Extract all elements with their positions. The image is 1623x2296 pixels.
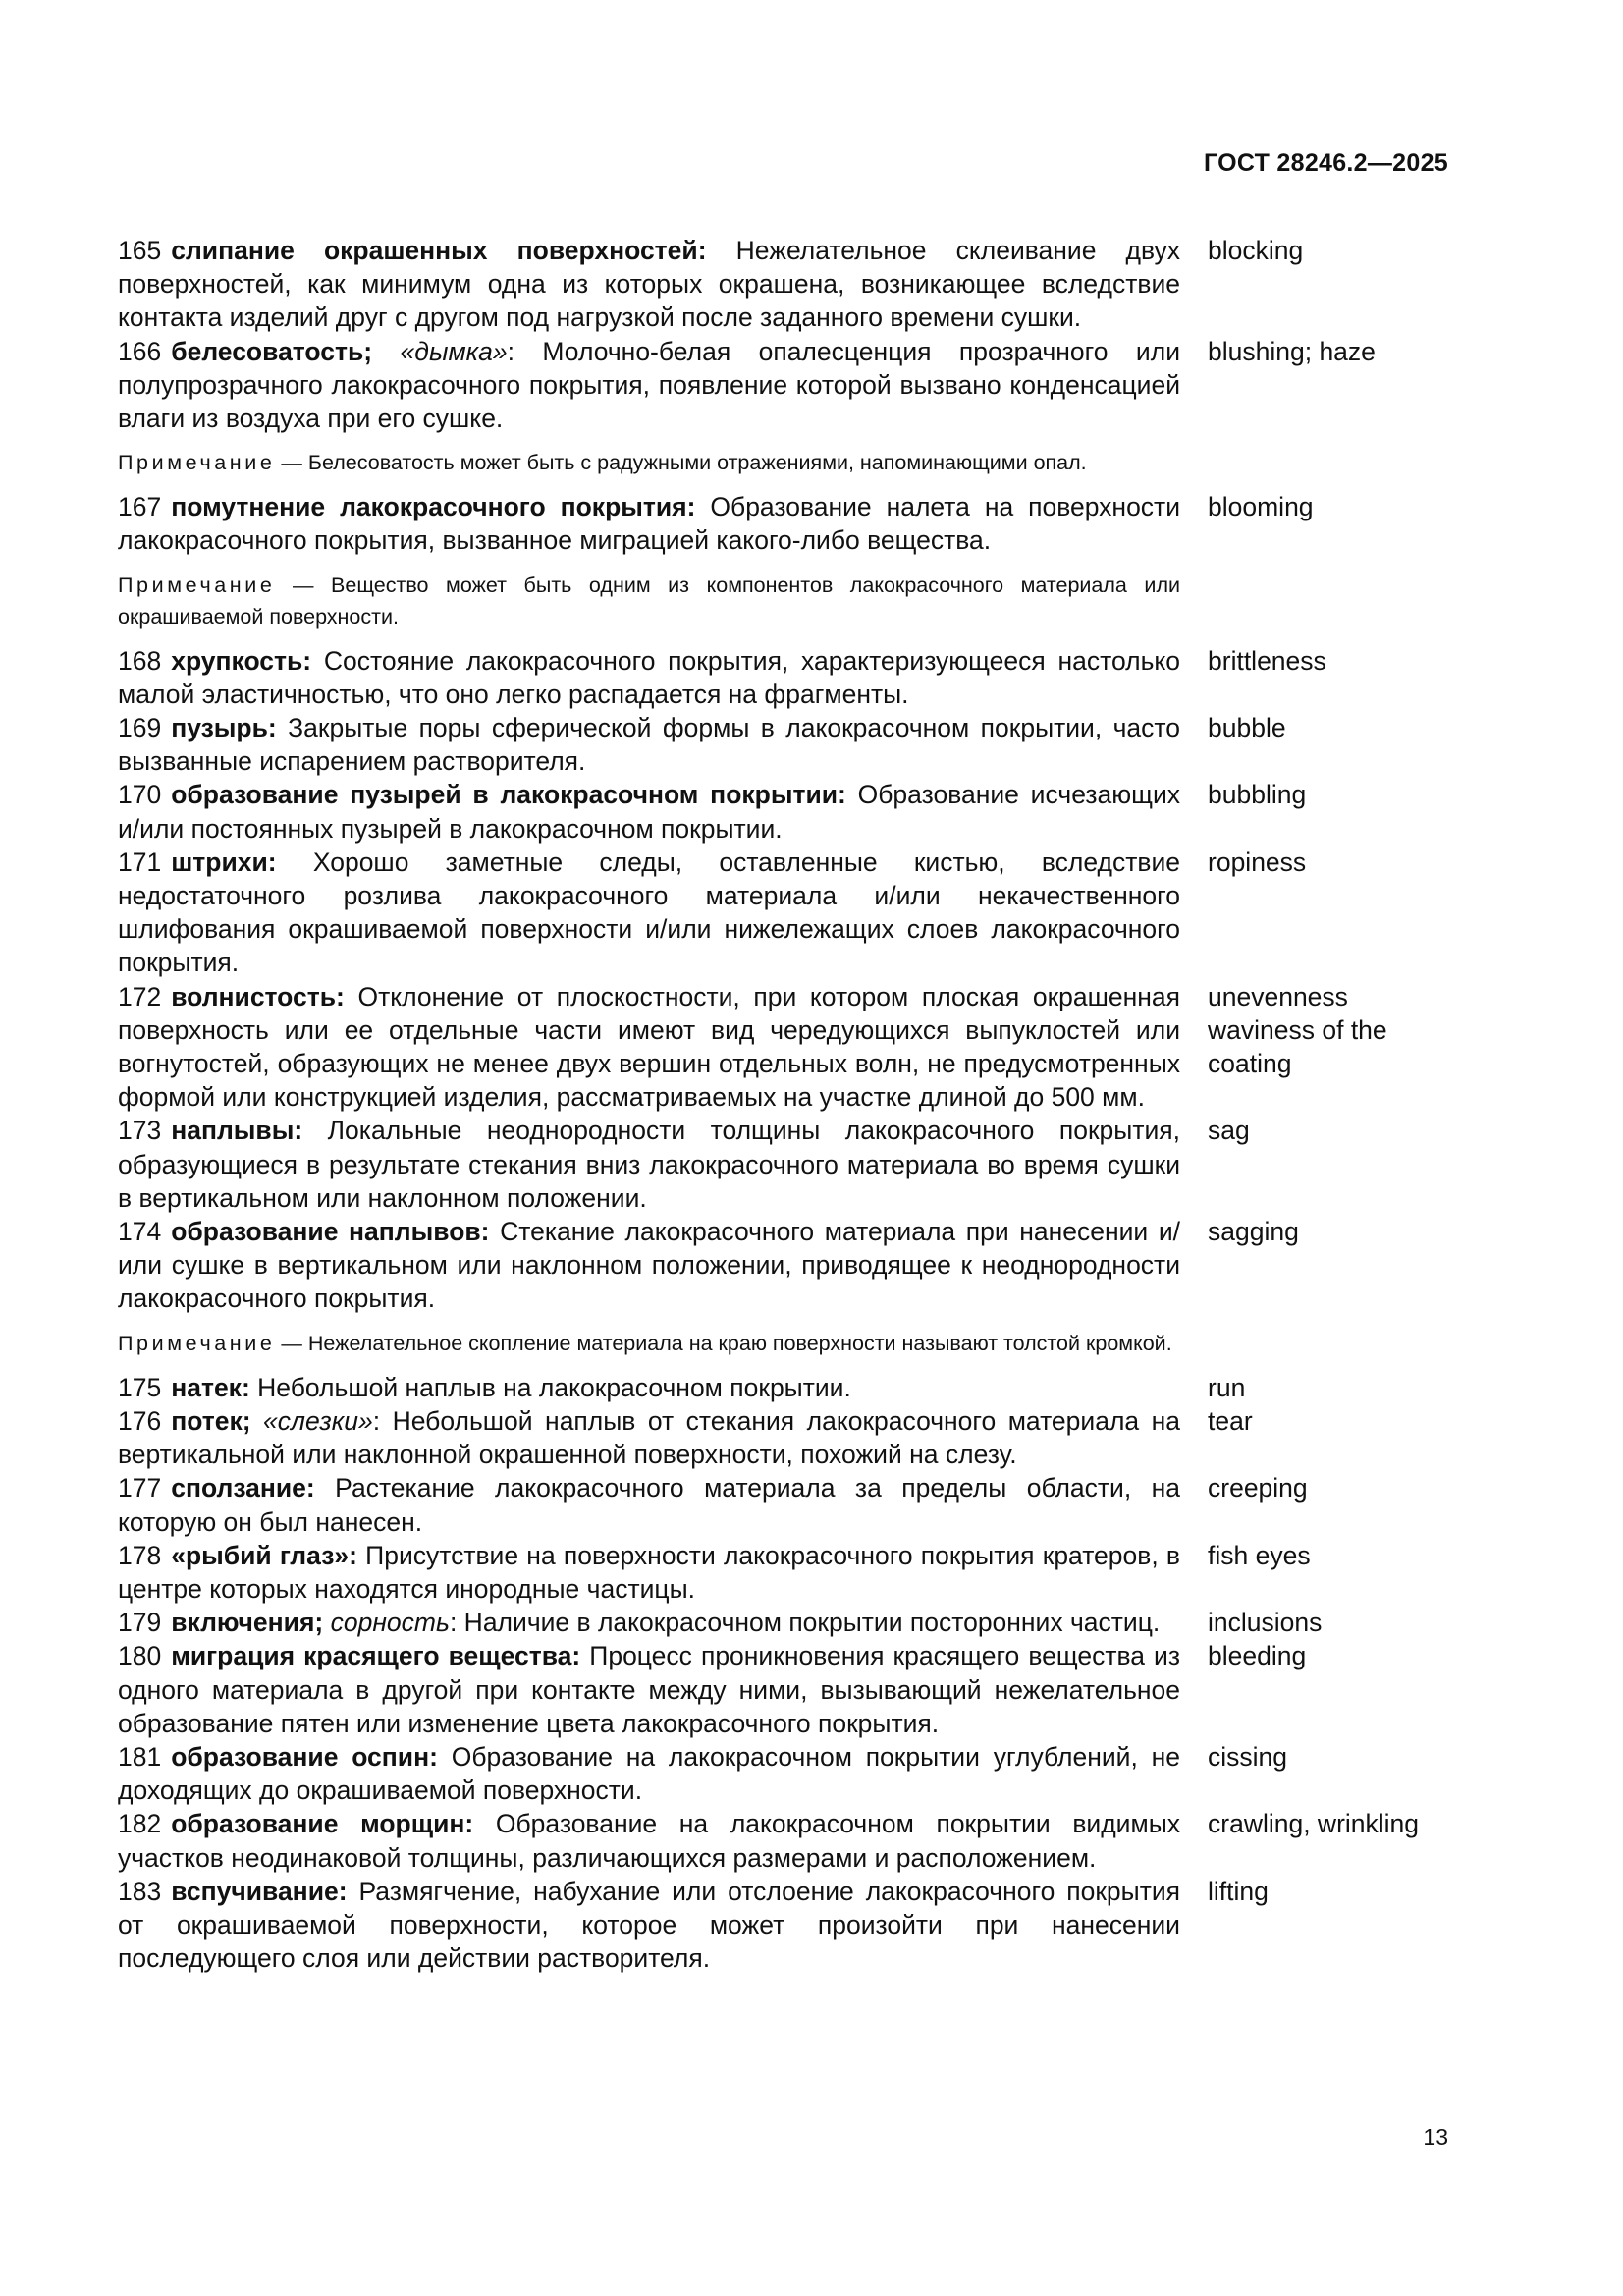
- note-label: Примечание: [118, 451, 276, 475]
- term-definition: Процесс проникновения красящего вещества из одного материала в другой при контакте между ними, вызывающий нежелательное образование пятен или изменение цвета лакокрасочного покрытия.: [118, 1641, 1180, 1738]
- term-entry: [118, 335, 1448, 436]
- term-definition: Закрытые поры сферической формы в лакокрасочном покрытии, часто вызванные испарением растворителя.: [118, 713, 1180, 777]
- term-entry: [118, 1539, 1448, 1606]
- term-entry: [118, 644, 1448, 711]
- term-english: blocking: [1208, 236, 1304, 265]
- term-name: образование морщин:: [171, 1809, 474, 1839]
- term-definition-block: [118, 1807, 1180, 1874]
- term-number: 176: [118, 1405, 162, 1436]
- term-name: пузырь:: [171, 713, 277, 743]
- term-english: bubble: [1208, 713, 1286, 743]
- term-definition: Образование исчезающих и/или постоянных пузырей в лакокрасочном покрытии.: [118, 780, 1180, 844]
- term-english: inclusions: [1208, 1608, 1323, 1638]
- term-definition-block: [118, 1639, 1180, 1740]
- term-entry: [118, 1606, 1448, 1639]
- document-header: ГОСТ 28246.2—2025: [1203, 149, 1448, 177]
- term-number: 167: [118, 492, 162, 522]
- term-definition-block: [118, 1740, 1180, 1807]
- term-name: образование пузырей в лакокрасочном покрытии:: [171, 780, 846, 810]
- note-block: [118, 447, 1180, 478]
- term-definition-block: [118, 980, 1180, 1115]
- note-text: — Нежелательное скопление материала на краю поверхности называют толстой кромкой.: [275, 1331, 1172, 1355]
- term-definition: Небольшой наплыв на лакокрасочном покрытии.: [249, 1372, 851, 1402]
- term-definition: Отклонение от плоскостности, при котором плоская окрашенная поверхность или ее отдельные части имеют вид чередующихся выпуклостей или вогнутостей, образующих не менее двух вершин отдельных волн, не предусмотренных формой или конструкцией изделия, рассматриваемых на участке длиной до 500 мм.: [118, 981, 1180, 1113]
- term-definition: Нежелательное склеивание двух поверхностей, как минимум одна из которых окрашена, возникающее вследствие контакта изделий друг с другом под нагрузкой после заданного времени сушки.: [118, 236, 1181, 333]
- note-text: — Белесоватость может быть с радужными отражениями, напоминающими опал.: [275, 451, 1087, 475]
- term-name: помутнение лакокрасочного покрытия:: [171, 492, 696, 522]
- term-entry: [118, 1639, 1448, 1740]
- term-entry: [118, 234, 1448, 335]
- term-english: unevenness waviness of the coating: [1208, 981, 1387, 1079]
- term-definition-block: [118, 1539, 1180, 1606]
- term-definition: Небольшой наплыв от стекания лакокрасочного материала на вертикальной или наклонной окрашенной поверхности, похожий на слезу.: [118, 1405, 1181, 1470]
- term-definition: Хорошо заметные следы, оставленные кистью, вследствие недостаточного розлива лакокрасочного материала и/или некачественного шлифования окрашиваемой поверхности и/или нижележащих слоев лакокрасочного покрытия.: [118, 847, 1180, 978]
- term-entry: [118, 846, 1448, 980]
- term-number: 165: [118, 236, 162, 265]
- term-synonym: сорность: [323, 1608, 450, 1638]
- term-name: штрихи:: [171, 847, 277, 877]
- term-name: слипание окрашенных поверхностей:: [171, 236, 707, 265]
- term-definition: Присутствие на поверхности лакокрасочного покрытия кратеров, в центре которых находятся инородные частицы.: [118, 1540, 1180, 1604]
- term-number: 171: [118, 847, 162, 877]
- term-english: blushing; haze: [1208, 336, 1376, 366]
- page-number: 13: [1423, 2124, 1448, 2150]
- terms-list: [118, 234, 1448, 1975]
- note-text: — Вещество может быть одним из компонентов лакокрасочного материала или окрашиваемой поверхности.: [118, 573, 1180, 629]
- term-name: сползание:: [171, 1473, 315, 1503]
- term-definition: Молочно-белая опалесценция прозрачного или полупрозрачного лакокрасочного покрытия, появление которой вызвано конденсацией влаги из воздуха при его сушке.: [118, 336, 1180, 434]
- term-entry: [118, 1371, 1448, 1404]
- term-english: tear: [1208, 1405, 1253, 1436]
- term-name: «рыбий глаз»:: [171, 1540, 357, 1570]
- term-number: 181: [118, 1741, 162, 1772]
- term-name: хрупкость:: [171, 645, 312, 676]
- term-name: потек;: [171, 1405, 251, 1436]
- term-entry: [118, 1471, 1448, 1538]
- term-number: 169: [118, 713, 162, 743]
- term-name: включения;: [171, 1608, 324, 1638]
- term-definition-block: [118, 234, 1180, 335]
- term-name: образование оспин:: [171, 1741, 438, 1772]
- term-entry: [118, 980, 1448, 1115]
- term-definition-block: [118, 1471, 1180, 1538]
- term-number: 177: [118, 1473, 162, 1503]
- synonym-colon: :: [507, 336, 514, 366]
- term-definition-block: [118, 1114, 1180, 1215]
- term-definition-block: [118, 1404, 1180, 1471]
- term-name: волнистость:: [171, 981, 345, 1011]
- term-definition: Стекание лакокрасочного материала при нанесении и/или сушке в вертикальном или наклонном положении, приводящее к неоднородности лакокрасочного покрытия.: [118, 1217, 1181, 1314]
- term-name: образование наплывов:: [171, 1217, 490, 1247]
- term-english: cissing: [1208, 1741, 1288, 1772]
- term-definition-block: [118, 778, 1180, 845]
- term-entry: [118, 1740, 1448, 1807]
- term-definition-block: [118, 644, 1180, 711]
- term-definition: Состояние лакокрасочного покрытия, характеризующееся настолько малой эластичностью, что оно легко распадается на фрагменты.: [118, 645, 1180, 709]
- term-definition-block: [118, 1875, 1180, 1976]
- term-number: 166: [118, 336, 162, 366]
- term-number: 180: [118, 1641, 162, 1671]
- note-block: [118, 570, 1180, 632]
- term-definition: Образование на лакокрасочном покрытии видимых участков неодинаковой толщины, различающихся размерами и расположением.: [118, 1809, 1181, 1873]
- term-synonym: «слезки»: [250, 1405, 373, 1436]
- term-english: sag: [1208, 1116, 1250, 1146]
- synonym-colon: :: [449, 1608, 458, 1638]
- term-english: ropiness: [1208, 847, 1307, 877]
- term-definition-block: [118, 1215, 1180, 1316]
- term-english: brittleness: [1208, 645, 1326, 676]
- term-name: миграция красящего вещества:: [171, 1641, 581, 1671]
- term-entry: [118, 490, 1448, 557]
- term-entry: [118, 711, 1448, 778]
- term-definition-block: [118, 711, 1180, 778]
- term-english: run: [1208, 1372, 1246, 1402]
- term-number: 175: [118, 1372, 162, 1402]
- term-definition: Наличие в лакокрасочном покрытии посторонних частиц.: [457, 1608, 1161, 1638]
- term-english: bleeding: [1208, 1641, 1307, 1671]
- term-number: 168: [118, 645, 162, 676]
- term-number: 179: [118, 1608, 162, 1638]
- term-entry: [118, 1875, 1448, 1976]
- term-definition-block: [118, 490, 1180, 557]
- term-number: 172: [118, 981, 162, 1011]
- term-english: sagging: [1208, 1217, 1299, 1247]
- note-block: [118, 1328, 1180, 1359]
- term-name: наплывы:: [171, 1116, 303, 1146]
- term-definition-block: [118, 846, 1180, 980]
- term-number: 173: [118, 1116, 162, 1146]
- term-english: crawling, wrinkling: [1208, 1809, 1420, 1839]
- term-definition: Образование на лакокрасочном покрытии углублений, не доходящих до окрашиваемой поверхности.: [118, 1741, 1180, 1806]
- term-entry: [118, 1404, 1448, 1471]
- term-number: 170: [118, 780, 162, 810]
- term-english: blooming: [1208, 492, 1314, 522]
- term-definition-block: [118, 335, 1180, 436]
- term-entry: [118, 1215, 1448, 1316]
- term-name: белесоватость;: [171, 336, 373, 366]
- term-definition-block: [118, 1371, 1180, 1404]
- term-definition: Локальные неоднородности толщины лакокрасочного покрытия, образующиеся в результате стекания вниз лакокрасочного материала во время сушки в вертикальном или наклонном положении.: [118, 1116, 1180, 1213]
- term-definition: Растекание лакокрасочного материала за пределы области, на которую он был нанесен.: [118, 1473, 1180, 1537]
- note-label: Примечание: [118, 1331, 276, 1355]
- term-definition-block: [118, 1606, 1180, 1639]
- term-name: натек:: [171, 1372, 250, 1402]
- term-english: lifting: [1208, 1876, 1269, 1906]
- synonym-colon: :: [372, 1405, 381, 1436]
- term-entry: [118, 1807, 1448, 1874]
- term-number: 183: [118, 1876, 162, 1906]
- term-entry: [118, 1114, 1448, 1215]
- term-number: 178: [118, 1540, 162, 1570]
- term-number: 174: [118, 1217, 162, 1247]
- term-definition: Размягчение, набухание или отслоение лакокрасочного покрытия от окрашиваемой поверхности, которое может произойти при нанесении последующего слоя или действии растворителя.: [118, 1876, 1180, 1974]
- term-name: вспучивание:: [171, 1876, 348, 1906]
- note-label: Примечание: [118, 573, 276, 597]
- term-english: creeping: [1208, 1473, 1308, 1503]
- term-english: fish eyes: [1208, 1540, 1311, 1570]
- term-number: 182: [118, 1809, 162, 1839]
- term-english: bubbling: [1208, 780, 1307, 810]
- term-entry: [118, 778, 1448, 845]
- term-synonym: «дымка»: [372, 336, 508, 366]
- term-definition: Образование налета на поверхности лакокрасочного покрытия, вызванное миграцией какого-либо вещества.: [118, 492, 1180, 556]
